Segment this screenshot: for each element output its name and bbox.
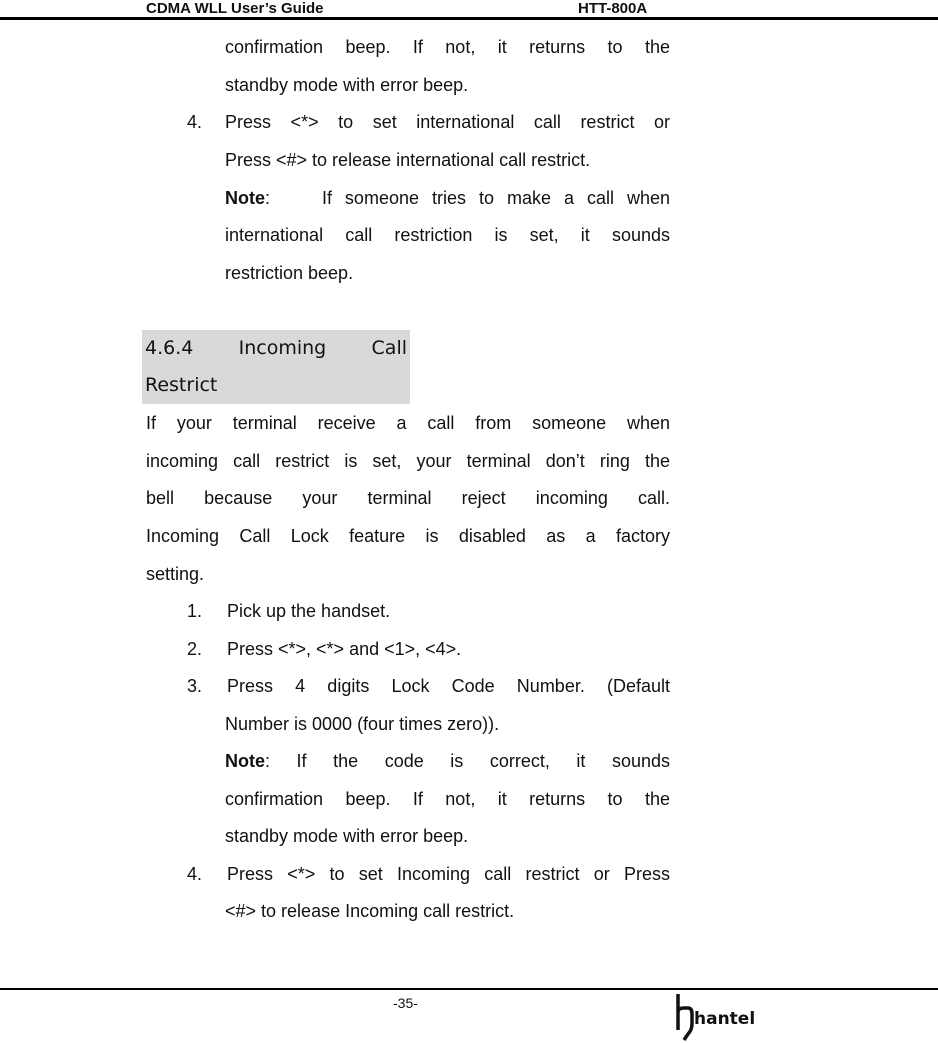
body-line: If your terminal receive a call from someone when: [146, 413, 670, 433]
note-line: [225, 743, 670, 781]
note-text: restriction beep.: [225, 263, 354, 283]
note-text: international call restriction is set, it sounds: [225, 225, 670, 245]
note-label: Note: [225, 751, 265, 771]
step-number: 3.: [187, 676, 203, 696]
section-number: 4.6.4: [145, 337, 194, 359]
step-text: Press <*> to set Incoming call restrict or Press: [227, 864, 670, 884]
step-text: Number is 0000 (four times zero)).: [225, 714, 500, 734]
step-number: 2.: [187, 639, 203, 659]
logo-text: hantel: [694, 1009, 756, 1029]
step-text: <#> to release Incoming call restrict.: [225, 901, 515, 921]
body-line: setting.: [146, 564, 205, 584]
step-text: Press <*>, <*> and <1>, <4>.: [227, 639, 462, 659]
section-title-word: Restrict: [145, 374, 218, 396]
continuation-line-2: standby mode with error beep.: [225, 75, 469, 95]
body-line: incoming call restrict is set, your terminal don’t ring the: [146, 451, 670, 471]
step-number: 4.: [187, 864, 203, 884]
header-model: HTT-800A: [578, 0, 648, 17]
body-line: Incoming Call Lock feature is disabled as a factory: [146, 526, 670, 546]
step-text: Pick up the handset.: [227, 601, 391, 621]
note-line: [225, 180, 670, 218]
note-text: standby mode with error beep.: [225, 826, 469, 846]
header-rule: [0, 17, 938, 20]
note-label: Note: [225, 188, 265, 208]
note-text: : If the code is correct, it sounds: [265, 751, 670, 771]
step-text: Press <#> to release international call restrict.: [225, 150, 591, 170]
step-number: 1.: [187, 601, 203, 621]
header-guide-title: CDMA WLL User’s Guide: [146, 0, 324, 17]
continuation-line-1: confirmation beep. If not, it returns to the: [225, 37, 670, 57]
body-line: bell because your terminal reject incoming call.: [146, 488, 670, 508]
page-number: -35-: [393, 995, 418, 1011]
hantel-logo: [672, 990, 756, 1042]
note-text: : If someone tries to make a call when: [265, 188, 670, 208]
section-title-word: Incoming: [238, 337, 327, 359]
section-title-word: Call: [371, 337, 407, 359]
section-heading: [142, 330, 410, 404]
step-number: 4.: [187, 112, 203, 132]
step-text: Press 4 digits Lock Code Number. (Default: [227, 676, 670, 696]
step-text: Press <*> to set international call restrict or: [225, 112, 670, 132]
note-text: confirmation beep. If not, it returns to the: [225, 789, 670, 809]
footer-rule: [0, 988, 938, 990]
